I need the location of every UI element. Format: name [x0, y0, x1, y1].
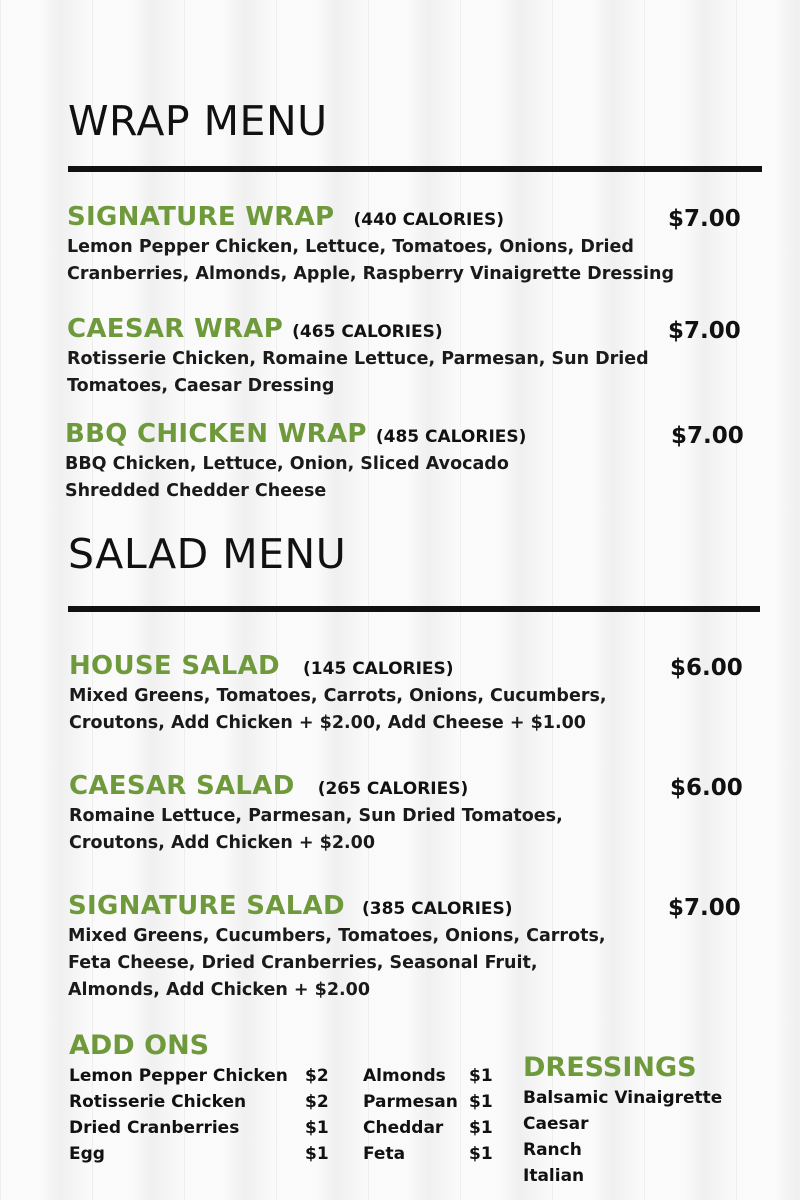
wrap-menu-title: WRAP MENU: [68, 97, 328, 145]
dressings-list: [523, 1085, 722, 1189]
item-description-line: Romaine Lettuce, Parmesan, Sun Dried Tomatoes,: [69, 806, 563, 826]
item-calories: (145 CALORIES): [303, 659, 454, 679]
dressings-title: DRESSINGS: [523, 1052, 697, 1083]
dressing-item: Balsamic Vinaigrette: [523, 1088, 723, 1108]
item-calories: (440 CALORIES): [353, 210, 504, 230]
menu-item-caesar-salad: [69, 771, 749, 857]
add-on-name: Egg: [69, 1144, 105, 1164]
add-on-name: Feta: [363, 1144, 406, 1164]
item-price: $7.00: [671, 423, 744, 449]
item-calories: (465 CALORIES): [292, 322, 443, 342]
item-calories: (265 CALORIES): [317, 779, 469, 799]
item-price: $7.00: [668, 206, 741, 232]
item-description-line: Croutons, Add Chicken + $2.00, Add Cheese + $1.00: [69, 713, 586, 733]
add-on-name: Cheddar: [363, 1118, 444, 1138]
item-name: CAESAR WRAP: [67, 314, 284, 344]
add-on-row: [69, 1115, 339, 1141]
item-price: $7.00: [668, 895, 741, 921]
item-description-line: Feta Cheese, Dried Cranberries, Seasonal Fruit,: [68, 953, 538, 973]
add-on-price: $1: [469, 1118, 493, 1138]
item-description-line: Mixed Greens, Tomatoes, Carrots, Onions, Cucumbers,: [69, 686, 607, 706]
add-on-price: $1: [305, 1118, 329, 1138]
dressing-item: Caesar: [523, 1114, 589, 1134]
item-calories: (385 CALORIES): [362, 899, 513, 919]
item-name: CAESAR SALAD: [69, 771, 295, 801]
add-ons-title: ADD ONS: [69, 1030, 210, 1061]
add-on-name: Dried Cranberries: [69, 1118, 240, 1138]
dressing-item: Ranch: [523, 1140, 582, 1160]
add-on-name: Almonds: [363, 1066, 446, 1086]
add-on-name: Parmesan: [363, 1092, 458, 1112]
add-on-row: [69, 1063, 339, 1089]
item-description-line: Tomatoes, Caesar Dressing: [67, 376, 335, 396]
menu-item-bbq-chicken-wrap: [65, 419, 755, 505]
item-price: $6.00: [670, 775, 743, 801]
menu-item-house-salad: [69, 651, 749, 737]
item-name: HOUSE SALAD: [69, 651, 280, 681]
item-price: $6.00: [670, 655, 743, 681]
add-on-price: $1: [469, 1144, 493, 1164]
add-on-price: $2: [305, 1092, 329, 1112]
add-on-row: [363, 1063, 503, 1089]
add-on-name: Rotisserie Chicken: [69, 1092, 247, 1112]
item-description-line: Mixed Greens, Cucumbers, Tomatoes, Onions, Carrots,: [68, 926, 606, 946]
item-description-line: Croutons, Add Chicken + $2.00: [69, 833, 376, 853]
add-ons-column-2: [363, 1063, 503, 1167]
dressing-item: Italian: [523, 1166, 585, 1186]
menu-item-signature-wrap: [67, 202, 747, 288]
item-description-line: Shredded Chedder Cheese: [65, 481, 327, 501]
add-on-row: [69, 1141, 339, 1167]
item-name: SIGNATURE SALAD: [68, 891, 345, 921]
menu-item-caesar-wrap: [67, 314, 747, 400]
item-description-line: Lemon Pepper Chicken, Lettuce, Tomatoes, Onions, Dried: [67, 237, 634, 257]
item-name: SIGNATURE WRAP: [67, 202, 335, 232]
add-on-price: $1: [469, 1066, 493, 1086]
salad-menu-divider: [68, 606, 760, 612]
add-on-name: Lemon Pepper Chicken: [69, 1066, 288, 1086]
add-on-row: [69, 1089, 339, 1115]
item-description-line: Cranberries, Almonds, Apple, Raspberry Vinaigrette Dressing: [67, 264, 675, 284]
add-on-row: [363, 1089, 503, 1115]
add-ons-column-1: [69, 1063, 339, 1167]
item-description-line: Rotisserie Chicken, Romaine Lettuce, Parmesan, Sun Dried: [67, 349, 649, 369]
item-price: $7.00: [668, 318, 741, 344]
add-on-price: $1: [469, 1092, 493, 1112]
add-on-row: [363, 1141, 503, 1167]
wrap-menu-divider: [68, 166, 762, 172]
item-calories: (485 CALORIES): [375, 427, 527, 447]
item-name: BBQ CHICKEN WRAP: [65, 419, 367, 449]
item-description-line: BBQ Chicken, Lettuce, Onion, Sliced Avocado: [65, 454, 509, 474]
add-on-price: $1: [305, 1144, 329, 1164]
salad-menu-title: SALAD MENU: [68, 530, 347, 578]
add-on-price: $2: [305, 1066, 329, 1086]
menu-item-signature-salad: [68, 891, 748, 1004]
add-on-row: [363, 1115, 503, 1141]
item-description-line: Almonds, Add Chicken + $2.00: [68, 980, 371, 1000]
